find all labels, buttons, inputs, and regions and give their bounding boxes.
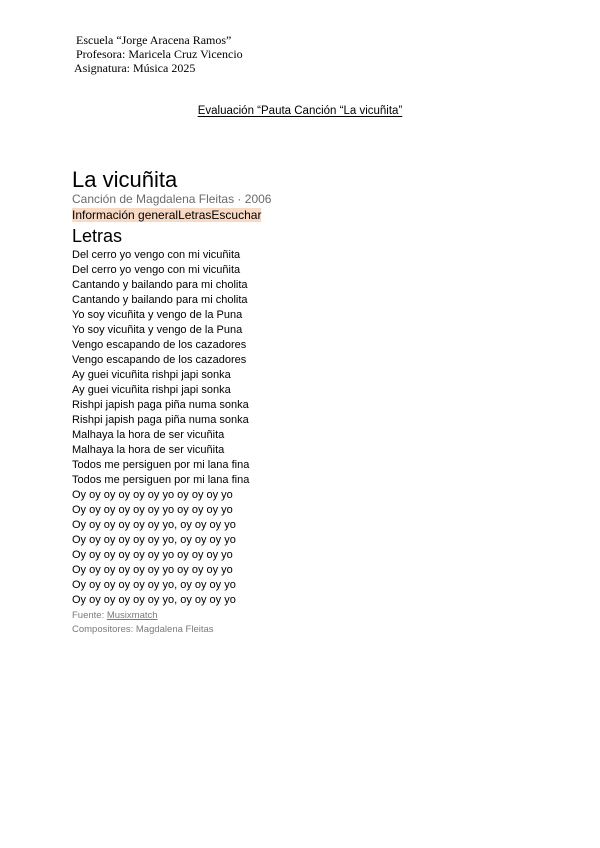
lyric-line: Todos me persiguen por mi lana fina	[72, 474, 250, 486]
lyric-line: Oy oy oy oy oy oy yo, oy oy oy yo	[72, 579, 236, 591]
composers: Compositores: Magdalena Fleitas	[72, 624, 214, 635]
subject-name: Asignatura: Música 2025	[74, 61, 196, 75]
tab-escuchar[interactable]: Escuchar	[211, 208, 262, 222]
lyric-line: Cantando y bailando para mi cholita	[72, 279, 248, 291]
lyric-line: Ay guei vicuñita rishpi japi sonka	[72, 369, 231, 381]
lyrics-section-title: Letras	[72, 226, 123, 246]
lyrics-list	[72, 248, 552, 608]
lyric-line: Rishpi japish paga piña numa sonka	[72, 399, 249, 411]
tab-informacion-general[interactable]: Información general	[72, 208, 179, 222]
lyric-line: Oy oy oy oy oy oy yo, oy oy oy yo	[72, 519, 236, 531]
lyric-line: Del cerro yo vengo con mi vicuñita	[72, 249, 241, 261]
song-card	[72, 167, 552, 636]
lyric-line: Del cerro yo vengo con mi vicuñita	[72, 264, 241, 276]
lyric-line: Oy oy oy oy oy oy yo, oy oy oy yo	[72, 534, 236, 546]
lyric-line: Oy oy oy oy oy oy yo oy oy oy yo	[72, 504, 233, 516]
musixmatch-link[interactable]: Musixmatch	[106, 610, 158, 621]
evaluation-title: Evaluación “Pauta Canción “La vicuñita”	[197, 105, 403, 117]
lyric-line: Malhaya la hora de ser vicuñita	[72, 429, 225, 441]
teacher-name: Profesora: Maricela Cruz Vicencio	[76, 47, 243, 61]
tab-letras[interactable]: Letras	[178, 208, 212, 222]
song-subtitle: Canción de Magdalena Fleitas · 2006	[72, 192, 272, 206]
source-label: Fuente:	[72, 610, 107, 621]
school-name: Escuela “Jorge Aracena Ramos”	[76, 33, 232, 47]
lyric-line: Yo soy vicuñita y vengo de la Puna	[72, 309, 243, 321]
lyric-line: Vengo escapando de los cazadores	[72, 354, 247, 366]
lyric-line: Oy oy oy oy oy oy yo, oy oy oy yo	[72, 594, 236, 606]
lyric-line: Yo soy vicuñita y vengo de la Puna	[72, 324, 243, 336]
lyric-line: Todos me persiguen por mi lana fina	[72, 459, 250, 471]
lyric-line: Malhaya la hora de ser vicuñita	[72, 444, 225, 456]
lyric-line: Vengo escapando de los cazadores	[72, 339, 247, 351]
lyric-line: Rishpi japish paga piña numa sonka	[72, 414, 249, 426]
lyric-line: Ay guei vicuñita rishpi japi sonka	[72, 384, 231, 396]
song-tabs	[72, 208, 261, 222]
lyrics-source	[72, 609, 552, 622]
lyric-line: Oy oy oy oy oy oy yo oy oy oy yo	[72, 564, 233, 576]
lyric-line: Oy oy oy oy oy oy yo oy oy oy yo	[72, 489, 233, 501]
song-title: La vicuñita	[72, 167, 178, 192]
lyric-line: Oy oy oy oy oy oy yo oy oy oy yo	[72, 549, 233, 561]
lyric-line: Cantando y bailando para mi cholita	[72, 294, 248, 306]
